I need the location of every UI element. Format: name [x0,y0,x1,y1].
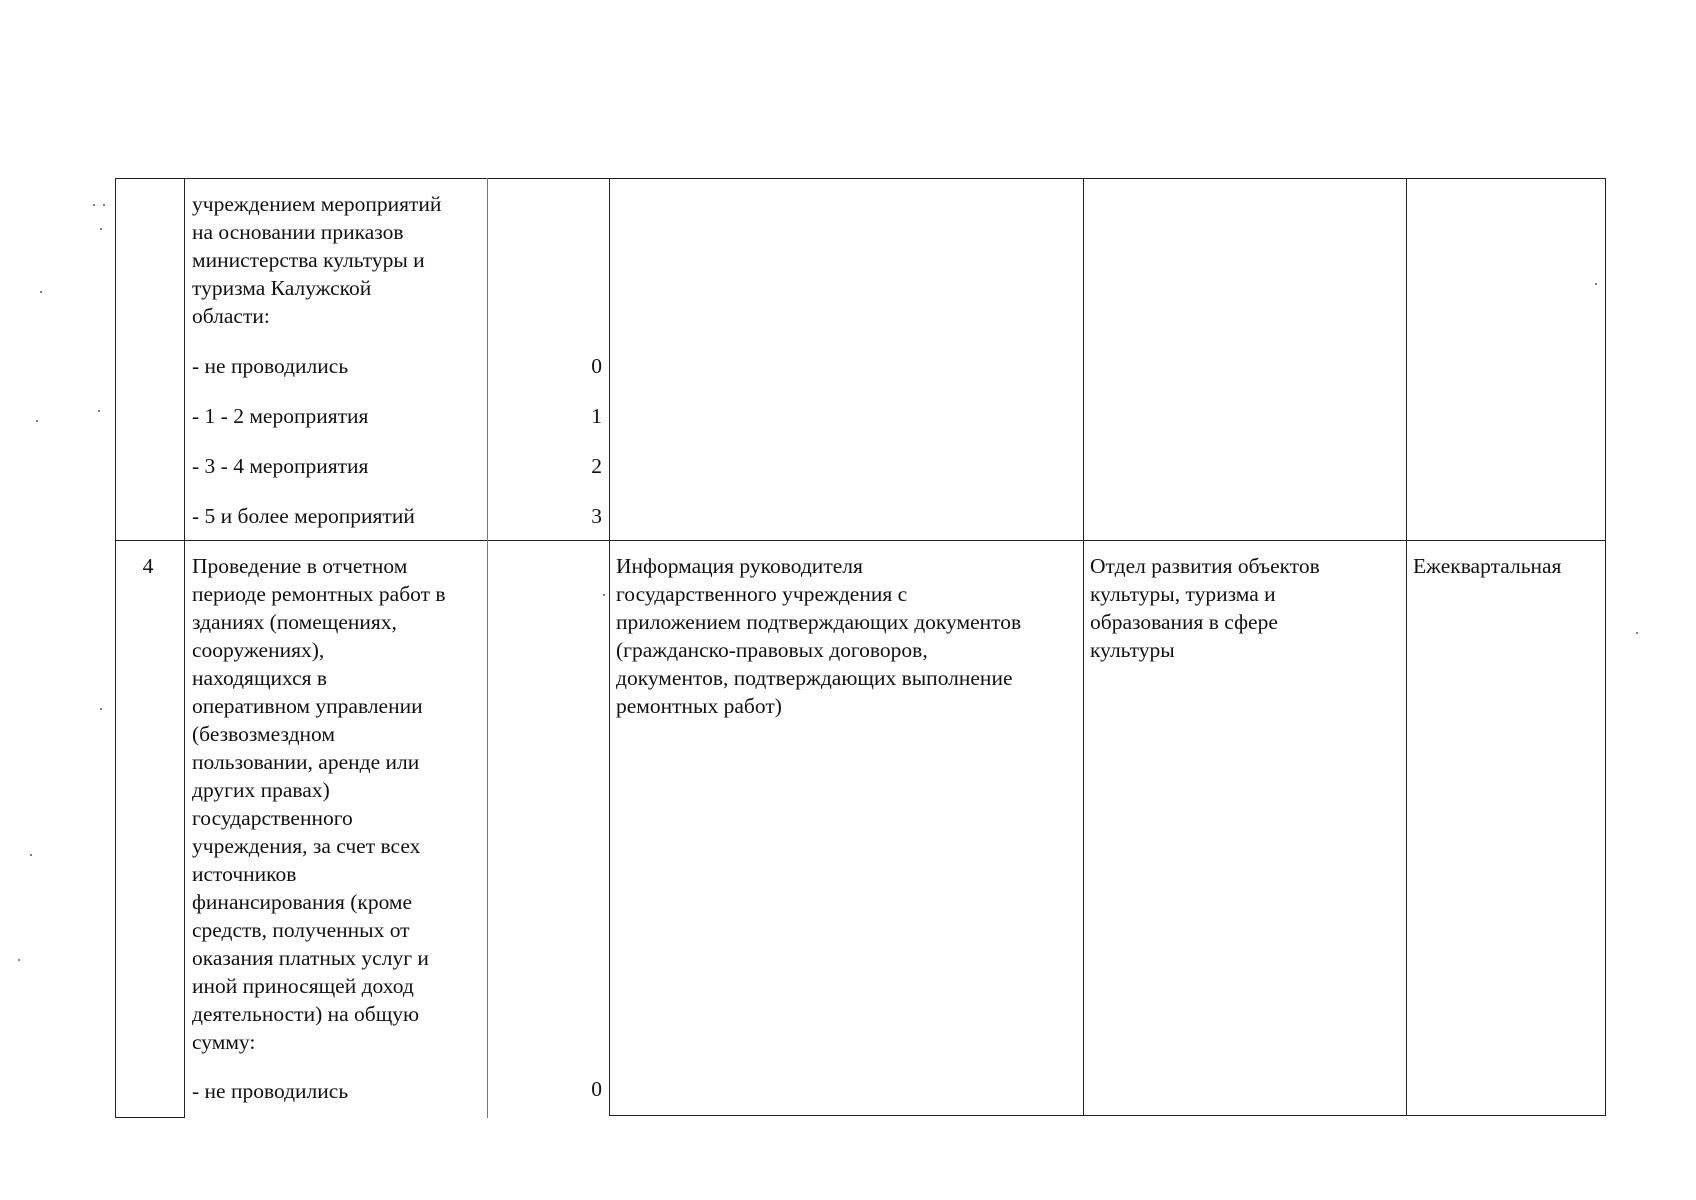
col-border-score [609,178,610,1116]
col-border-number [184,178,185,1118]
speck [603,594,605,596]
criterion-text: Проведение в отчетном периоде ремонтных работ в зданиях (помещениях, сооружениях), находящихся в оперативном управлении (безвозмездном пользовании, аренде или других правах) государственного учреждения, за счет всех источников финансирования (кроме средств, полученных от оказания платных услуг и иной приносящей доход деятельности) на общую сумму: [192,554,446,1054]
speck [100,228,102,230]
responsible-department: Отдел развития объектов культуры, туризма и образования в сфере культуры [1090,554,1320,662]
criterion-text-continued: учреждением мероприятий на основании приказов министерства культуры и туризма Калужской области: [192,192,442,328]
speck [1595,283,1597,285]
col-border-left [115,178,116,1118]
speck [18,959,20,961]
col-border-right [1605,178,1606,1116]
speck [30,854,32,856]
speck [36,420,38,422]
option-score: 3 [591,504,602,528]
option-label: - 3 - 4 мероприятия [192,454,369,478]
option-score: 2 [591,454,602,478]
col-border-source [1083,178,1084,1116]
col-border-responsible [1406,178,1407,1116]
table-top-border [115,178,1606,179]
option-score: 0 [591,354,602,378]
option-label: - не проводились [192,354,349,378]
periodicity: Ежеквартальная [1413,554,1562,578]
col-border-criterion [487,178,488,1118]
speck [1636,632,1638,634]
speck [98,410,100,412]
table-bottom-border-right [609,1115,1606,1116]
speck [40,291,42,293]
table-bottom-border-left [115,1117,184,1118]
row-number: 4 [142,554,154,578]
source-of-information: Информация руководителя государственного учреждения с приложением подтверждающих документов (гражданско-правовых договоров, документов, подтверждающих выполнение ремонтных работ) [616,554,1022,718]
speck [103,204,105,206]
option-score: 0 [591,1077,602,1101]
option-label: - не проводились [192,1079,349,1103]
option-label: - 1 - 2 мероприятия [192,404,369,428]
speck [100,708,102,710]
speck [93,204,95,206]
option-score: 1 [591,404,602,428]
row-divider [115,540,1606,541]
option-label: - 5 и более мероприятий [192,504,415,528]
